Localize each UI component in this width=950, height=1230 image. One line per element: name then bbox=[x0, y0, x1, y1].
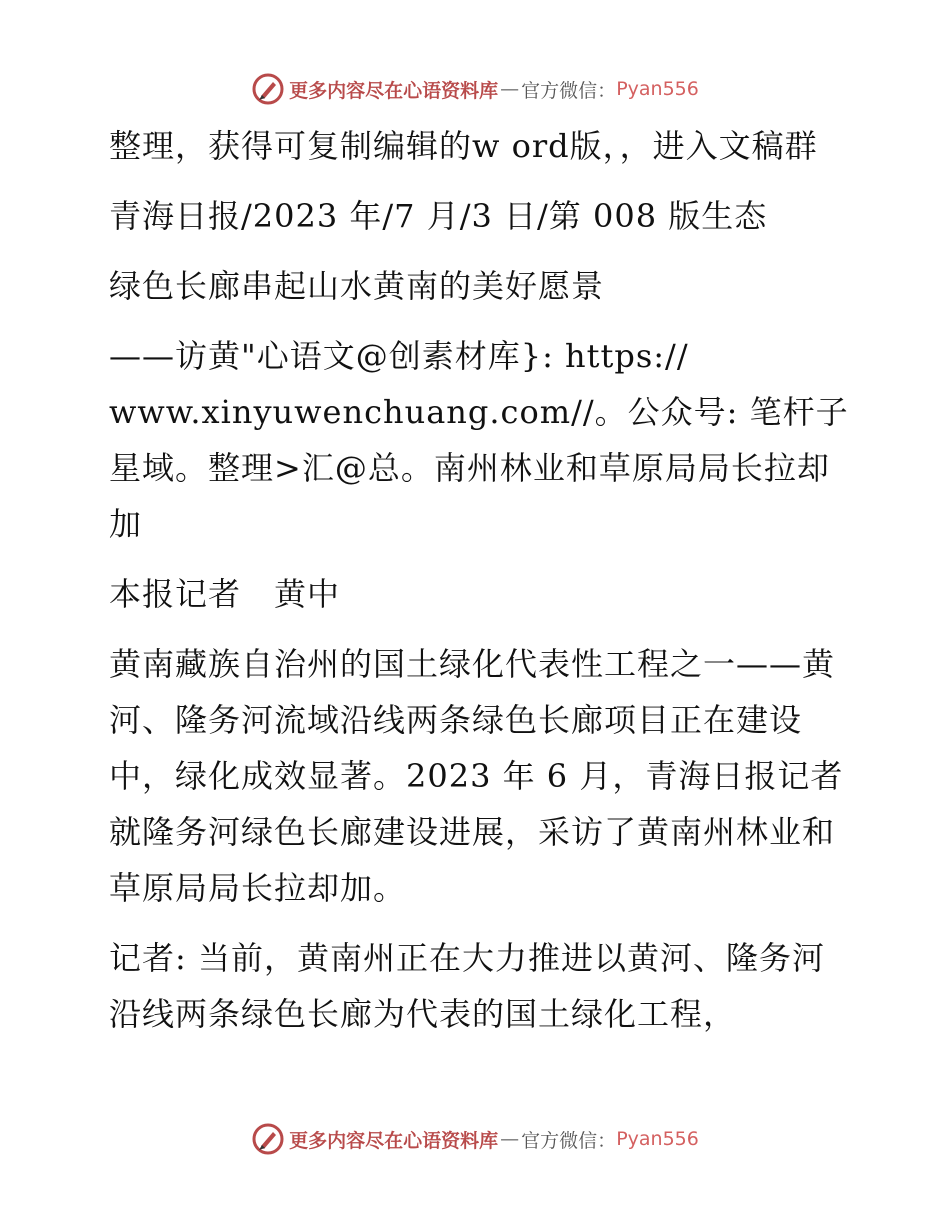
footer-watermark-banner bbox=[0, 1122, 950, 1156]
pen-logo-icon bbox=[251, 72, 285, 106]
intro-note: 整理，获得可复制编辑的w ord版，，进入文稿群 bbox=[109, 127, 818, 165]
article-subtitle: ——访黄"心语文@创素材库}: https:// www.xinyuwenchuang.com//。公众号: 笔杆子星域。整理>汇@总。南州林业和草原局局长拉却加 bbox=[109, 337, 849, 543]
pen-logo-icon bbox=[251, 1122, 285, 1156]
banner-dash: — bbox=[500, 1128, 520, 1150]
byline: 本报记者 黄中 bbox=[109, 575, 341, 613]
banner-dash: — bbox=[500, 78, 520, 100]
document-body bbox=[97, 118, 857, 1042]
header-watermark-banner bbox=[0, 72, 950, 106]
banner-main-text: 更多内容尽在心语资料库 bbox=[289, 1129, 499, 1152]
article-title: 绿色长廊串起山水黄南的美好愿景 bbox=[109, 267, 605, 305]
banner-wechat-id: Pyan556 bbox=[616, 78, 699, 100]
banner-official-label: 官方微信： bbox=[521, 79, 617, 102]
lead-paragraph: 黄南藏族自治州的国土绿化代表性工程之一——黄河、隆务河流域沿线两条绿色长廊项目正在建设中，绿化成效显著。2023 年 6 月，青海日报记者就隆务河绿色长廊建设进展，采访了黄南州林业和草原局局长拉却加。 bbox=[109, 645, 844, 907]
source-line: 青海日报/2023 年/7 月/3 日/第 008 版生态 bbox=[109, 197, 768, 235]
banner-main-text: 更多内容尽在心语资料库 bbox=[289, 79, 499, 102]
banner-official-label: 官方微信： bbox=[521, 1129, 617, 1152]
banner-wechat-id: Pyan556 bbox=[616, 1128, 699, 1150]
question-paragraph: 记者: 当前，黄南州正在大力推进以黄河、隆务河沿线两条绿色长廊为代表的国土绿化工程， bbox=[109, 939, 825, 1033]
